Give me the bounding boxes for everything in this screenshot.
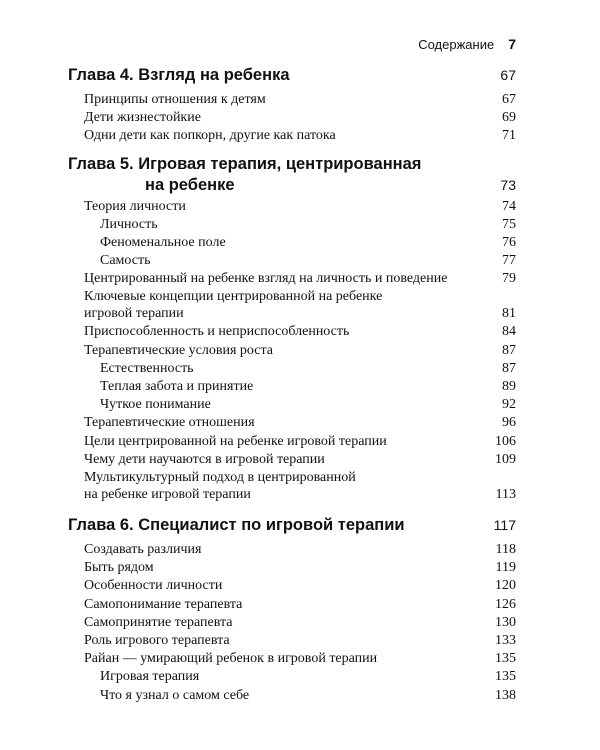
toc-entry-title: Что я узнал о самом себе — [100, 688, 250, 703]
toc-entry-title: Терапевтические отношения — [84, 415, 255, 430]
toc-entry-title: на ребенке — [145, 176, 235, 194]
toc-entry-title: Мультикультурный подход в центрированной — [84, 470, 356, 485]
toc-entry-page: 67 — [502, 92, 516, 107]
toc-entry-page: 96 — [502, 415, 516, 430]
toc-entry-title: Самопонимание терапевта — [84, 597, 243, 612]
toc-entry-title: Игровая терапия — [100, 669, 200, 684]
toc-entry-title: Ключевые концепции центрированной на ребенке — [84, 289, 383, 304]
toc-entry-title: Дети жизнестойкие — [84, 110, 201, 125]
running-head-title: Содержание — [418, 37, 495, 52]
toc-entry-title: Цели центрированной на ребенке игровой терапии — [84, 434, 387, 449]
toc-entry-page: 87 — [502, 361, 516, 376]
toc-entry-title: Райан — умирающий ребенок в игровой терапии — [84, 651, 378, 666]
toc-entry-title: Создавать различия — [84, 542, 202, 557]
toc-entry-title: Глава 6. Специалист по игровой терапии — [68, 516, 405, 534]
toc-entry-page: 73 — [500, 177, 516, 193]
toc-entry-title: Быть рядом — [84, 560, 154, 575]
toc-entry-title: Теплая забота и принятие — [100, 379, 254, 394]
toc-entry-page: 118 — [495, 542, 516, 557]
toc-entry-title: Чему дети научаются в игровой терапии — [84, 452, 325, 467]
toc-entry-page: 135 — [495, 651, 516, 666]
toc-entry-page: 67 — [500, 67, 516, 83]
toc-entry-title: Одни дети как попкорн, другие как патока — [84, 128, 336, 143]
toc-entry-title: Принципы отношения к детям — [84, 92, 266, 107]
toc-entry-title: Приспособленность и неприспособленность — [84, 324, 350, 339]
toc-entry-title: Терапевтические условия роста — [84, 343, 273, 358]
toc-entry-page: 77 — [502, 253, 516, 268]
toc-entry-page: 84 — [502, 324, 516, 339]
toc-entry-page: 126 — [495, 597, 516, 612]
toc-entry-page: 89 — [502, 379, 516, 394]
toc-entry-title: Самость — [100, 253, 151, 268]
toc-entry-title: Самопринятие терапевта — [84, 615, 233, 630]
toc-entry-page: 76 — [502, 235, 516, 250]
page-number: 7 — [508, 36, 516, 52]
toc-entry-title: Чуткое понимание — [100, 397, 211, 412]
toc-entry-title: Теория личности — [84, 199, 186, 214]
toc-entry-page: 109 — [495, 452, 516, 467]
toc-entry-title: на ребенке игровой терапии — [84, 487, 251, 502]
toc-entry-title: Роль игрового терапевта — [84, 633, 230, 648]
toc-entry-page: 69 — [502, 110, 516, 125]
toc-entry-title: Особенности личности — [84, 578, 223, 593]
toc-entry-page: 133 — [495, 633, 516, 648]
toc-entry-page: 119 — [495, 560, 516, 575]
toc-entry-page: 113 — [495, 487, 516, 502]
toc-entry-page: 117 — [493, 517, 516, 533]
toc-entry-page: 120 — [495, 578, 516, 593]
toc-entry-page: 106 — [495, 434, 516, 449]
toc-entry-page: 130 — [495, 615, 516, 630]
toc-entry-title: Центрированный на ребенке взгляд на личность и поведение — [84, 271, 448, 286]
toc-entry-page: 135 — [495, 669, 516, 684]
toc-entry-title: Глава 5. Игровая терапия, центрированная — [68, 155, 422, 173]
toc-entry-title: Личность — [100, 217, 158, 232]
toc-entry-page: 71 — [502, 128, 516, 143]
toc-entry-page: 81 — [502, 306, 516, 321]
toc-entry-title: Естественность — [100, 361, 194, 376]
toc-entry-title: Феноменальное поле — [100, 235, 226, 250]
toc-entry-page: 79 — [502, 271, 516, 286]
toc-entry-page: 138 — [495, 688, 516, 703]
toc-entry-page: 74 — [502, 199, 516, 214]
toc-entry-page: 87 — [502, 343, 516, 358]
toc-entry-page: 75 — [502, 217, 516, 232]
toc-entry-title: игровой терапии — [84, 306, 184, 321]
toc-entry-page: 92 — [502, 397, 516, 412]
toc-entry-title: Глава 4. Взгляд на ребенка — [68, 66, 290, 84]
